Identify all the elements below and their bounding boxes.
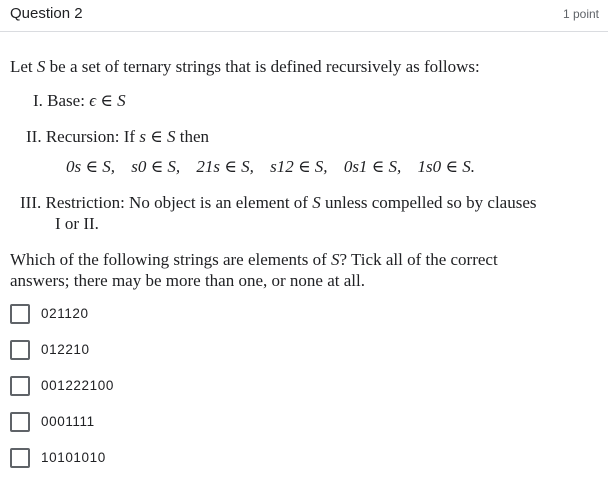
clause1-text: Base: <box>47 91 90 110</box>
clause1-math: ϵ ∈ S <box>89 91 126 110</box>
clause2-tail: then <box>175 127 210 146</box>
clause3-post: unless compelled so by clauses <box>320 193 537 212</box>
option-label: 021120 <box>41 306 89 321</box>
rule-item: s0 ∈ S, <box>131 157 181 176</box>
clause2-num: II. <box>26 127 42 146</box>
option-012210[interactable] <box>10 340 310 362</box>
intro-var: S <box>36 57 46 76</box>
checkbox-icon[interactable] <box>10 448 30 468</box>
question-title: Question 2 <box>10 5 83 22</box>
clause2-text: Recursion: If <box>45 127 140 146</box>
checkbox-icon[interactable] <box>10 376 30 396</box>
option-label: 012210 <box>41 342 90 357</box>
rule-item: s12 ∈ S, <box>270 157 328 176</box>
clause3-line2: I or II. <box>55 214 99 233</box>
option-label: 10101010 <box>41 450 106 465</box>
clause-restriction-line1 <box>20 192 537 214</box>
recursion-rules <box>66 156 475 178</box>
clause-restriction-line2 <box>55 213 99 235</box>
clause-base <box>33 90 126 112</box>
option-10101010[interactable] <box>10 448 310 470</box>
ask-post: ? Tick all of the correct <box>339 250 498 269</box>
rule-item: 1s0 ∈ S. <box>417 157 475 176</box>
ask-pre: Which of the following strings are elements of <box>10 250 332 269</box>
ask-var: S <box>331 250 340 269</box>
intro-text <box>10 56 480 78</box>
option-021120[interactable] <box>10 304 310 326</box>
clause2-math: s ∈ S <box>139 127 176 146</box>
clause3-var: S <box>312 193 321 212</box>
option-label: 001222100 <box>41 378 114 393</box>
ask-line1 <box>10 249 498 271</box>
rule-item: 0s1 ∈ S, <box>343 157 402 176</box>
clause1-num: I. <box>33 91 43 110</box>
checkbox-icon[interactable] <box>10 340 30 360</box>
ask-line2-text: answers; there may be more than one, or none at all. <box>10 271 365 290</box>
clause-recursion <box>26 126 209 148</box>
ask-line2 <box>10 270 365 292</box>
option-0001111[interactable] <box>10 412 310 434</box>
question-points: 1 point <box>562 7 599 21</box>
rule-item: 0s ∈ S, <box>66 157 115 176</box>
checkbox-icon[interactable] <box>10 304 30 324</box>
option-001222100[interactable] <box>10 376 310 398</box>
checkbox-icon[interactable] <box>10 412 30 432</box>
option-label: 0001111 <box>41 414 95 429</box>
clause3-pre: Restriction: No object is an element of <box>45 193 313 212</box>
header-divider <box>0 31 608 32</box>
question-header <box>0 0 608 30</box>
clause3-num: III. <box>20 193 42 212</box>
intro-pre: Let <box>10 57 37 76</box>
rule-item: 21s ∈ S, <box>196 157 254 176</box>
intro-post: be a set of ternary strings that is defined recursively as follows: <box>45 57 480 76</box>
